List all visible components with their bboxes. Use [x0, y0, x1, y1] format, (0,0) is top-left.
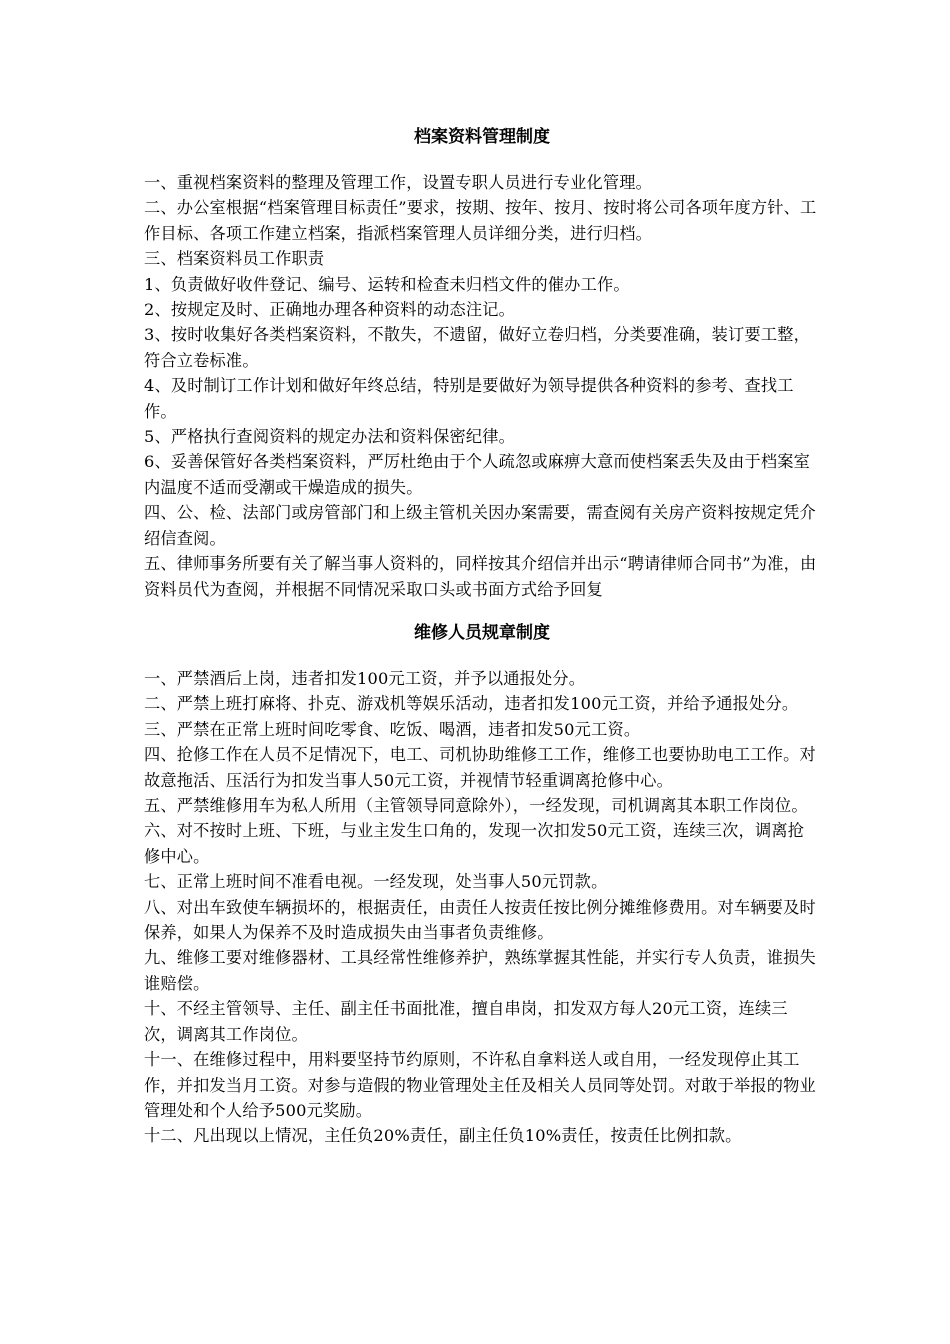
paragraph: 三、档案资料员工作职责: [144, 249, 325, 269]
paragraph: 2、按规定及时、正确地办理各种资料的动态注记。: [144, 300, 516, 320]
paragraph: 6、妥善保管好各类档案资料，严厉杜绝由于个人疏忽或麻痹大意而使档案丢失及由于档案室内温度不适而受潮或干燥造成的损失。: [144, 452, 810, 497]
paragraph: 十一、在维修过程中，用料要坚持节约原则，不许私自拿料送人或自用，一经发现停止其工作，并扣发当月工资。对参与造假的物业管理处主任及相关人员同等处罚。对敢于举报的物业管理处和个人给予500元奖励。: [144, 1050, 816, 1120]
section-title: 维修人员规章制度: [414, 623, 550, 643]
paragraph: 五、律师事务所要有关了解当事人资料的，同样按其介绍信并出示“聘请律师合同书”为准，由资料员代为查阅，并根据不同情况采取口头或书面方式给予回复: [144, 554, 817, 599]
paragraph: 一、重视档案资料的整理及管理工作，设置专职人员进行专业化管理。: [144, 173, 653, 192]
paragraph: 四、公、检、法部门或房管部门和上级主管机关因办案需要，需查阅有关房产资料按规定凭介绍信查阅。: [144, 503, 816, 548]
paragraph: 4、及时制订工作计划和做好年终总结，特别是要做好为领导提供各种资料的参考、查找工作。: [144, 376, 794, 421]
paragraph: 六、对不按时上班、下班，与业主发生口角的，发现一次扣发50元工资，连续三次，调离抢修中心。: [144, 821, 805, 866]
paragraph: 四、抢修工作在人员不足情况下，电工、司机协助维修工工作，维修工也要协助电工工作。对故意拖活、压活行为扣发当事人50元工资，并视情节轻重调离抢修中心。: [144, 745, 816, 790]
section-body: [144, 170, 820, 602]
paragraph: 二、严禁上班打麻将、扑克、游戏机等娱乐活动，违者扣发100元工资，并给予通报处分。: [144, 694, 799, 714]
paragraph: 三、严禁在正常上班时间吃零食、吃饭、喝酒，违者扣发50元工资。: [144, 719, 641, 739]
paragraph: 十、不经主管领导、主任、副主任书面批准，擅自串岗，扣发双方每人20元工资，连续三次，调离其工作岗位。: [144, 999, 788, 1044]
paragraph: 七、正常上班时间不准看电视。一经发现，处当事人50元罚款。: [144, 872, 608, 892]
paragraph: 二、办公室根据“档案管理目标责任”要求，按期、按年、按月、按时将公司各项年度方针、工作目标、各项工作建立档案，指派档案管理人员详细分类，进行归档。: [144, 198, 817, 243]
maintenance-rules-section: [144, 620, 820, 1149]
paragraph: 一、严禁酒后上岗，违者扣发100元工资，并予以通报处分。: [144, 669, 586, 688]
paragraph: 五、严禁维修用车为私人所用（主管领导同意除外），一经发现，司机调离其本职工作岗位。: [144, 796, 808, 816]
section-title: 档案资料管理制度: [414, 127, 550, 147]
paragraph: 5、严格执行查阅资料的规定办法和资料保密纪律。: [144, 427, 516, 447]
paragraph: 3、按时收集好各类档案资料，不散失，不遗留，做好立卷归档，分类要准确，装订要工整，符合立卷标准。: [144, 325, 810, 370]
section-body: [144, 666, 820, 1149]
paragraph: 十二、凡出现以上情况，主任负20%责任，副主任负10%责任，按责任比例扣款。: [144, 1126, 742, 1146]
archive-management-section: [144, 124, 820, 602]
paragraph: 1、负责做好收件登记、编号、运转和检查未归档文件的催办工作。: [144, 274, 630, 294]
paragraph: 八、对出车致使车辆损坏的，根据责任，由责任人按责任按比例分摊维修费用。对车辆要及时保养，如果人为保养不及时造成损失由当事者负责维修。: [144, 897, 816, 943]
paragraph: 九、维修工要对维修器材、工具经常性维修养护，熟练掌握其性能，并实行专人负责，谁损失谁赔偿。: [144, 948, 816, 993]
